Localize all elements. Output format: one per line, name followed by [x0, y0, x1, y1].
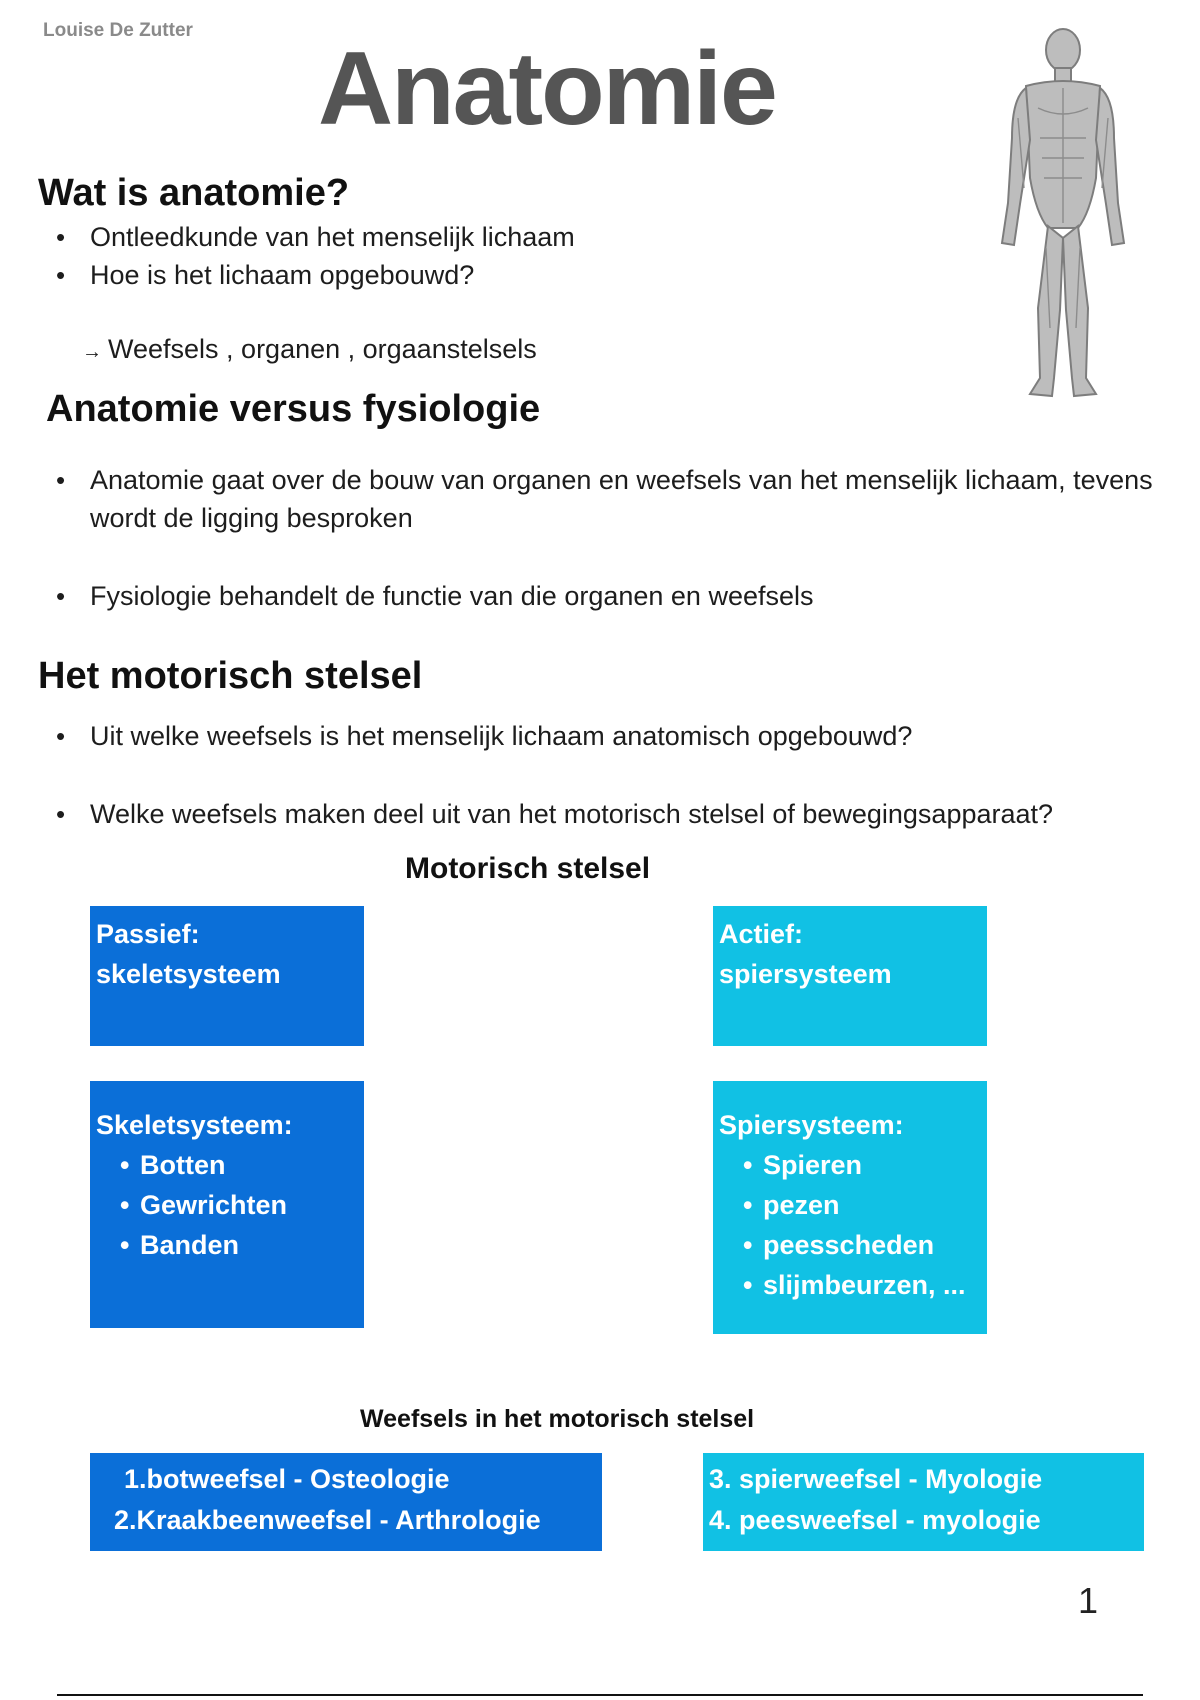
arrow-icon: →	[82, 341, 102, 363]
arrow-text: Weefsels , organen , orgaanstelsels	[108, 334, 537, 364]
list-item: • Anatomie gaat over de bouw van organen en weefsels van het menselijk lichaam, tevens wordt de ligging besproken	[40, 461, 1160, 537]
heading-wat-is-anatomie: Wat is anatomie?	[38, 172, 350, 214]
motorisch-bullet-list	[40, 717, 1180, 833]
passief-label: Passief:	[96, 919, 200, 949]
spiersysteem-title: Spiersysteem:	[719, 1110, 904, 1140]
list-item: • Gewrichten	[120, 1185, 364, 1225]
list-item: • Botten	[120, 1145, 364, 1185]
skeletsysteem-title: Skeletsysteem:	[96, 1110, 293, 1140]
bottom-rule	[57, 1694, 1143, 1696]
versus-bullet-list	[40, 461, 1160, 615]
weefsel-item: 3. spierweefsel - Myologie	[709, 1464, 1043, 1494]
weefsel-item: 1.botweefsel - Osteologie	[124, 1464, 450, 1494]
weefsels-right-box	[703, 1453, 1144, 1551]
passief-system: skeletsysteem	[96, 959, 281, 989]
weefsels-title: Weefsels in het motorisch stelsel	[360, 1405, 755, 1433]
actief-box	[713, 906, 987, 1046]
arrow-line	[82, 334, 537, 365]
author-name: Louise De Zutter	[43, 20, 193, 41]
wat-bullet-list	[40, 218, 1040, 294]
actief-label: Actief:	[719, 919, 804, 949]
figure-head	[1046, 29, 1080, 71]
page-title: Anatomie	[318, 31, 776, 147]
list-item: • Hoe is het lichaam opgebouwd?	[40, 256, 1040, 294]
spiersysteem-list	[713, 1145, 987, 1305]
weefsel-item: 2.Kraakbeenweefsel - Arthrologie	[114, 1505, 541, 1535]
list-item: • Uit welke weefsels is het menselijk lichaam anatomisch opgebouwd?	[40, 717, 1180, 755]
list-item: • Spieren	[743, 1145, 987, 1185]
figure-right-arm	[1096, 88, 1124, 245]
diagram-title: Motorisch stelsel	[405, 852, 651, 885]
heading-anatomie-versus-fysiologie: Anatomie versus fysiologie	[46, 388, 541, 430]
heading-motorisch-stelsel: Het motorisch stelsel	[38, 655, 423, 697]
page-number: 1	[1078, 1580, 1099, 1621]
list-item: • slijmbeurzen, ...	[743, 1265, 987, 1305]
list-item: • pezen	[743, 1185, 987, 1225]
human-anatomy-figure	[978, 28, 1148, 404]
spiersysteem-box	[713, 1081, 987, 1334]
actief-system: spiersysteem	[719, 959, 892, 989]
skeletsysteem-box	[90, 1081, 364, 1328]
list-item: • Ontleedkunde van het menselijk lichaam	[40, 218, 1040, 256]
passief-text	[90, 906, 364, 994]
skeletsysteem-list	[90, 1145, 364, 1265]
list-item: • Banden	[120, 1225, 364, 1265]
list-item: • peesscheden	[743, 1225, 987, 1265]
list-item: • Fysiologie behandelt de functie van die organen en weefsels	[40, 577, 1160, 615]
passief-box	[90, 906, 364, 1046]
weefsel-item: 4. peesweefsel - myologie	[709, 1505, 1041, 1535]
weefsels-left-box	[90, 1453, 602, 1551]
actief-text	[713, 906, 987, 994]
list-item: • Welke weefsels maken deel uit van het motorisch stelsel of bewegingsapparaat?	[40, 795, 1180, 833]
